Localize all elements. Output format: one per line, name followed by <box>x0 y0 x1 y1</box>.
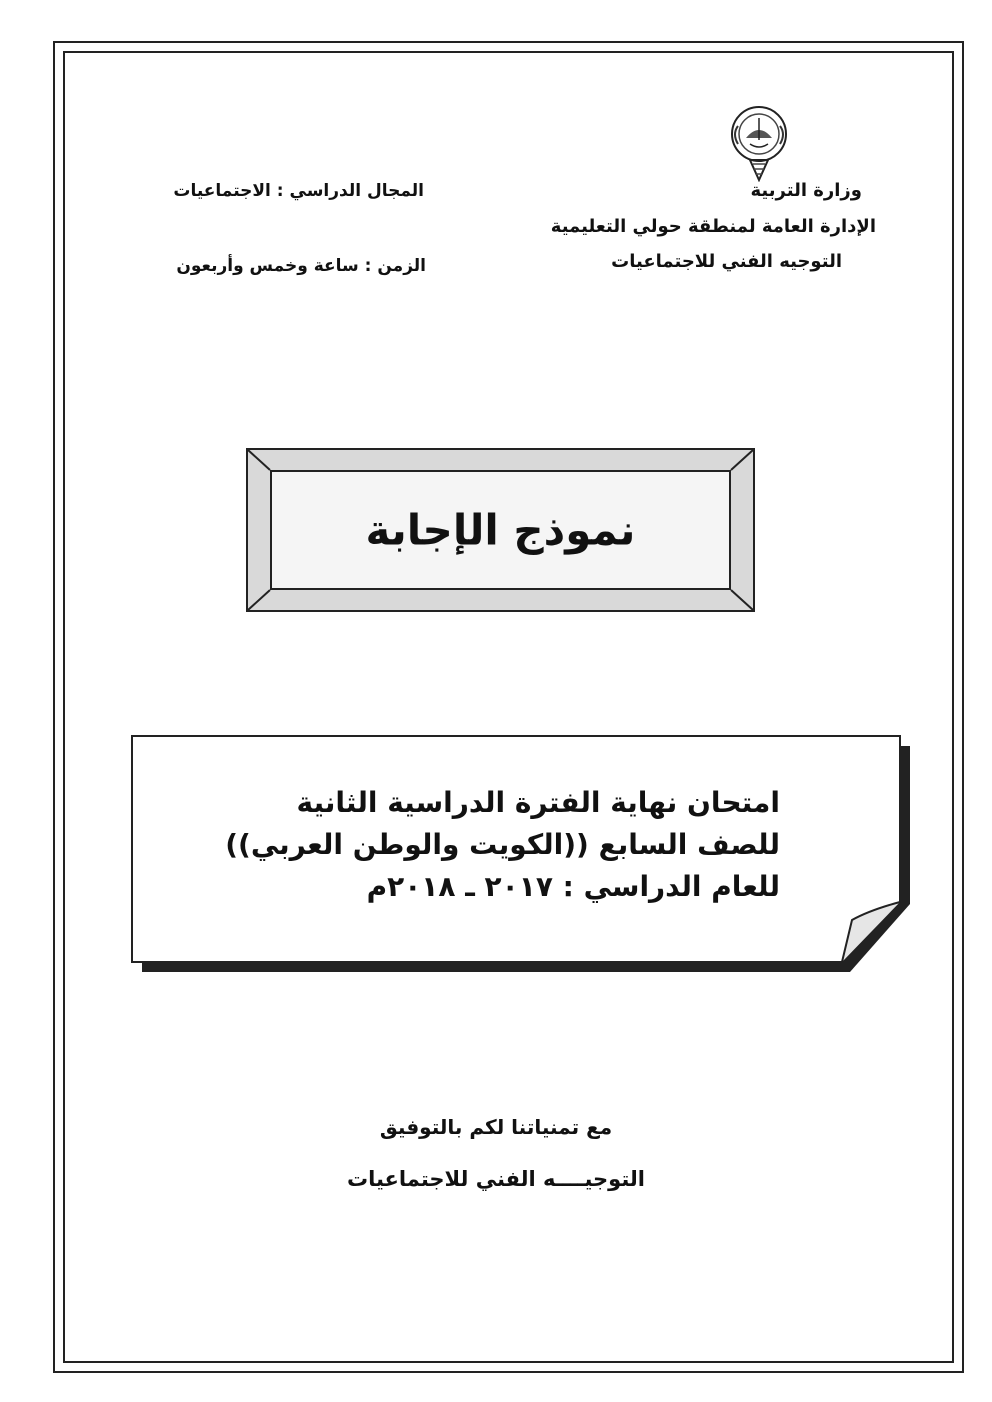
exam-duration: الزمن : ساعة وخمس وأربعون <box>176 256 426 276</box>
good-luck-message: مع تمنياتنا لكم بالتوفيق <box>379 1115 613 1139</box>
directorate-name: الإدارة العامة لمنطقة حولي التعليمية <box>550 216 876 237</box>
exam-title-line: امتحان نهاية الفترة الدراسية الثانية <box>296 786 780 819</box>
subject-field: المجال الدراسي : الاجتماعيات <box>173 181 424 201</box>
academic-year-line: للعام الدراسي : ٢٠١٧ ـ ٢٠١٨م <box>366 870 780 903</box>
guidance-department: التوجيه الفني للاجتماعيات <box>611 251 842 272</box>
ministry-name: وزارة التربية <box>750 180 862 201</box>
title-panel <box>270 470 731 590</box>
exam-info-card <box>130 734 910 972</box>
signature-line: التوجيــــه الفني للاجتماعيات <box>346 1167 646 1191</box>
kuwait-emblem-icon <box>728 104 790 182</box>
page-title: نموذج الإجابة <box>365 505 636 555</box>
exam-info-text <box>225 782 780 908</box>
title-frame <box>246 448 755 612</box>
grade-line: للصف السابع ((الكويت والوطن العربي)) <box>225 828 780 861</box>
